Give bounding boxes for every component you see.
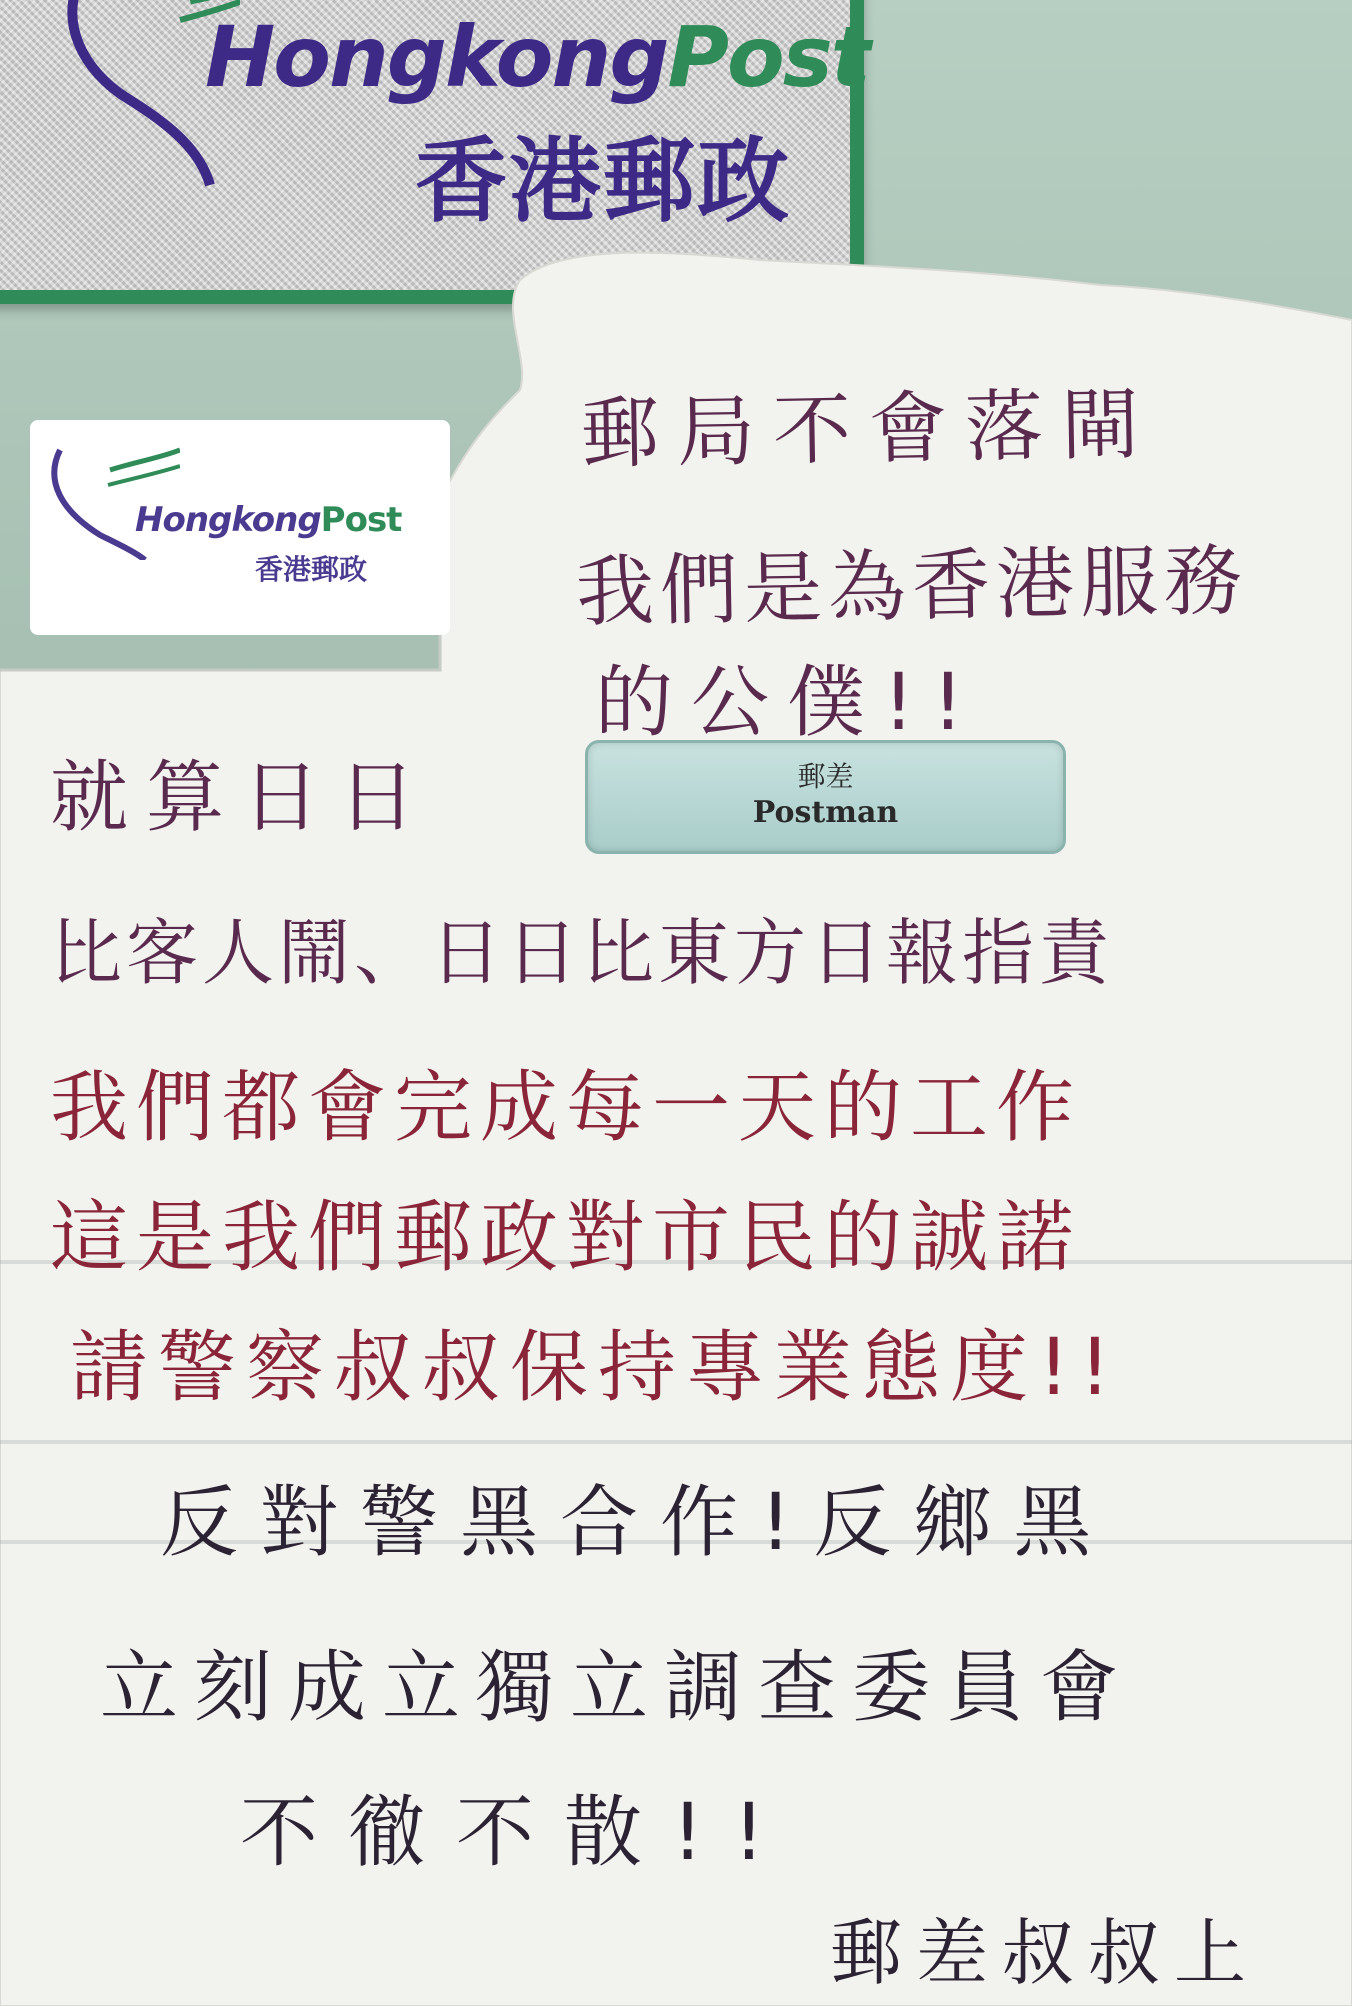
patch-brand-english (205, 8, 869, 106)
note-line: 這是我們郵政對市民的誠諾 (50, 1193, 1083, 1283)
note-line: 請警察叔叔保持專業態度!! (70, 1323, 1121, 1413)
note-line: 比客人鬧、日日比東方日報指責 (50, 911, 1115, 995)
badge-label-chinese: 郵差 (797, 760, 854, 793)
card-brand-post: Post (320, 500, 402, 540)
note-line: 立刻成立獨立調查委員會 (100, 1643, 1135, 1733)
card-brand-chinese: 香港郵政 (255, 553, 368, 586)
badge-label-english: Postman (752, 795, 899, 830)
note-signature: 郵差叔叔上 (830, 1911, 1261, 1995)
note-line: 的公僕!! (595, 658, 982, 748)
card-brand-english (135, 500, 401, 540)
note-line: 就算日日 (50, 753, 435, 843)
note-line: 不徹不散!! (240, 1788, 795, 1878)
note-line: 我們都會完成每一天的工作 (50, 1063, 1083, 1153)
note-line: 反對警黑合作!反鄉黑 (160, 1478, 1114, 1568)
note-line: 我們是為香港服務 (575, 536, 1249, 638)
card-brand-hongkong: Hongkong (135, 500, 321, 540)
patch-brand-post: Post (667, 8, 869, 106)
patch-brand-hongkong: Hongkong (205, 8, 668, 106)
patch-brand-chinese: 香港郵政 (415, 128, 792, 235)
postman-badge (585, 740, 1066, 854)
paper-fold-line (0, 1440, 1352, 1444)
note-line: 郵局不會落閘 (580, 379, 1158, 480)
